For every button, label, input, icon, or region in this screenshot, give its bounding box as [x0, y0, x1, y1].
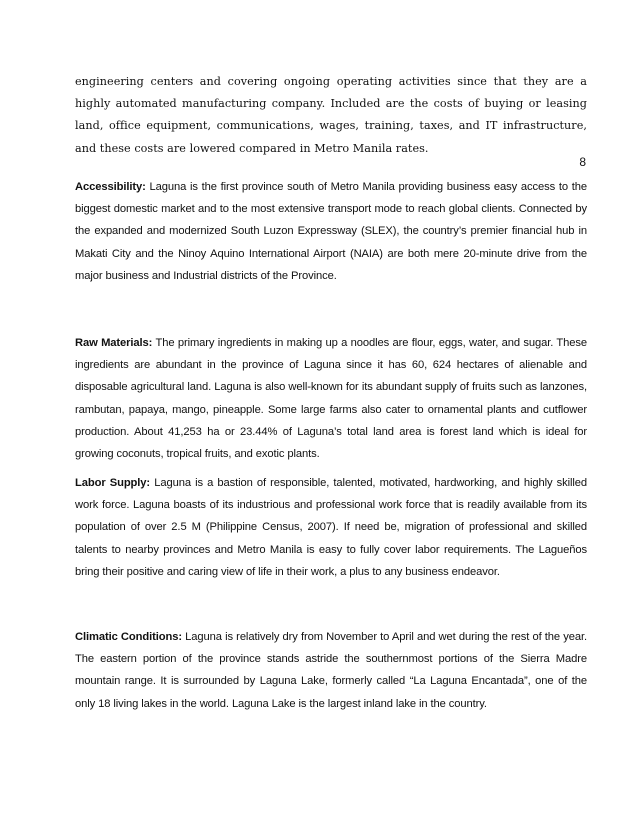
section-label: Accessibility: [75, 181, 146, 193]
section-text: Laguna is relatively dry from November to April and wet during the rest of the year. The eastern portion of the province stands astride the southernmost portions of the Sierra Madre mountain range. It is surrounded by Laguna Lake, formerly called “La Laguna Encantada”, one of the only 18 living lakes in the world. Laguna Lake is the largest inland lake in the country. [75, 631, 587, 710]
section-label: Raw Materials: [75, 337, 153, 349]
intro-paragraph: engineering centers and covering ongoing operating activities since that they are a highly automated manufacturing company. Included are the costs of buying or leasing land, office equipment, communications, wages, training, taxes, and IT infrastructure, and these costs are lowered compared in Metro Manila rates. [75, 75, 587, 155]
section-label: Labor Supply: [75, 477, 151, 489]
section-text: The primary ingredients in making up a noodles are flour, eggs, water, and sugar. These ingredients are abundant in the province of Laguna since it has 60, 624 hectares of alienable and disposable agricultural land. Laguna is also well-known for its abundant supply of fruits such as lanzones, rambutan, papaya, mango, pineapple. Some large farms also cater to ornamental plants and cutflower production. About 41,253 ha or 23.44% of Laguna’s total land area is forest land which is ideal for growing coconuts, tropical fruits, and exotic plants. [75, 337, 587, 461]
page-number: 8 [579, 155, 586, 169]
section-label: Climatic Conditions: [75, 631, 182, 643]
section-labor-supply [75, 472, 587, 583]
section-text: Laguna is the first province south of Metro Manila providing business easy access to the biggest domestic market and to the most extensive transport mode to reach global clients. Connected by the expanded and modernized South Luzon Expressway (SLEX), the country’s premier financial hub in Makati City and the Ninoy Aquino International Airport (NAIA) are both mere 20-minute drive from the major business and Industrial districts of the Province. [75, 181, 587, 282]
section-climatic-conditions [75, 626, 587, 715]
section-text: Laguna is a bastion of responsible, talented, motivated, hardworking, and highly skilled work force. Laguna boasts of its industrious and professional work force that is readily available from its population of over 2.5 M (Philippine Census, 2007). If need be, migration of professional and skilled talents to nearby provinces and Metro Manila is easy to fully cover labor requirements. The Lagueños bring their positive and caring view of life in their work, a plus to any business endeavor. [75, 477, 588, 578]
section-accessibility [75, 176, 587, 287]
section-raw-materials [75, 332, 587, 465]
